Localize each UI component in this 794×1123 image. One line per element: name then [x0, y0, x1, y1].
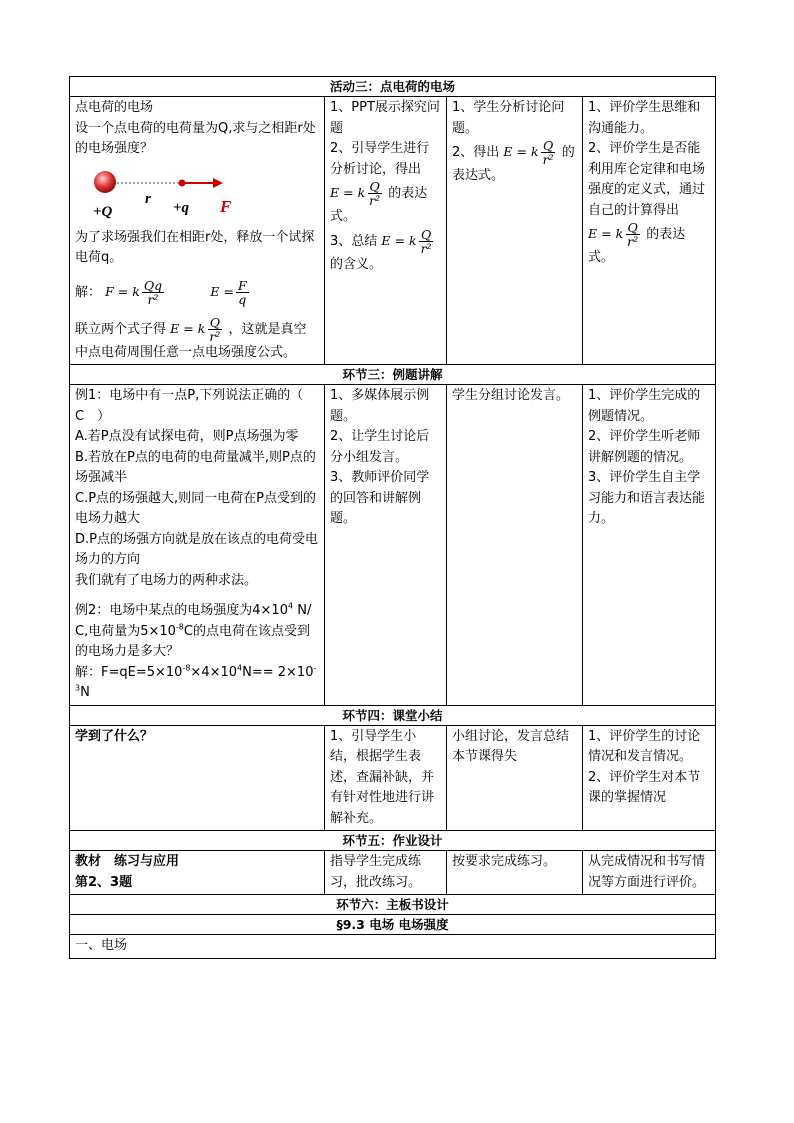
section4-header: 环节四：课堂小结	[70, 705, 716, 725]
section3-teacher-cell: 1、多媒体展示例题。 2、让学生讨论后分小组发言。 3、教师评价同学的回答和讲解例题。	[325, 385, 447, 706]
activity3-header: 活动三：点电荷的电场	[70, 77, 716, 97]
section6-header-row	[70, 895, 716, 915]
activity3-teacher-cell: 1、PPT展示探究问题 2、引导学生进行分析讨论，得出 E = k $\frac{Q}{\text{r²}}$ 的表达式。 3、总结 E = k $\frac{Q}{\text{r²}}$ 的含义。	[325, 97, 447, 365]
activity3-student-cell: 1、学生分析讨论问题。 2、得出 E = k $\frac{Q}{\text{r²}}$ 的表达式。	[447, 97, 583, 365]
section5-content-cell: 教材 练习与应用 第2、3题	[70, 851, 325, 895]
teacher-formula-2: E = k $\frac{Q}{\text{r²}}$	[381, 226, 432, 256]
activity3-solve-line: 解： F = k $\frac{Qq}{\text{r²}}$ E = $\frac{F}{q}$	[75, 279, 319, 306]
lesson-plan-table	[69, 76, 716, 959]
label-force: F	[220, 196, 232, 216]
section5-teacher-cell: 指导学生完成练习，批改练习。	[325, 851, 447, 895]
source-charge-icon	[94, 171, 116, 193]
point-field-formula: E = k $\frac{Q}{\text{r²}}$	[170, 314, 221, 344]
section4-student-cell: 小组讨论，发言总结本节课得失	[447, 725, 583, 831]
activity3-content-cell	[70, 97, 325, 365]
section4-row	[70, 725, 716, 831]
board-line1: 一、电场	[70, 935, 716, 959]
label-source-charge: +Q	[93, 203, 113, 220]
section3-header: 环节三：例题讲解	[70, 365, 716, 385]
board-title: §9.3 电场 电场强度	[70, 915, 716, 935]
example2: 例2：电场中某点的电场强度为$4\times 10^4$ N/C,电荷量为$5\times 10^{-8}C$的点电荷在该点受到的电场力是多大？	[75, 601, 312, 659]
section3-row	[70, 385, 716, 706]
section3-content-cell: 例1：电场中有一点P,下列说法正确的（ C ） A.若P点没有试探电荷，则P点场强为零 B.若放在P点的电荷的电荷量减半,则P点的场强减半 C.P点的场强越大,则同一电荷在P点受到的电场力越大 D.P点的场强方向就是放在该点的电荷受电场力的方向 我们就有了电场力的两种求法。 例2：电场中某点的电场强度为$4\times 10^4$ N/C,电荷量为$5\times 10^{-8}C$的点电荷在该点受到的电场力是多大？ 解：$F=qE=5\times 10^{-8}\times 4\times 10^4N== 2\times 10^{-3}N$	[70, 385, 325, 706]
coulomb-formula: F = k $\frac{Qq}{\text{r²}}$	[105, 277, 163, 307]
section4-header-row	[70, 705, 716, 725]
test-charge-icon	[179, 179, 186, 186]
activity3-intent-cell: 1、评价学生思维和沟通能力。 2、评价学生是否能利用库仑定律和电场强度的定义式，通过自己的计算得出 E = k $\frac{Q}{\text{r²}}$ 的表达式。	[583, 97, 716, 365]
section5-header-row	[70, 831, 716, 851]
activity3-row	[70, 97, 716, 365]
section3-intent-cell: 1、评价学生完成的例题情况。 2、评价学生听老师讲解例题的情况。 3、评价学生自主学习能力和语言表达能力。	[583, 385, 716, 706]
section6-header: 环节六：主板书设计	[70, 895, 716, 915]
label-distance: r	[145, 190, 151, 207]
section3-student-cell: 学生分组讨论发言。	[447, 385, 583, 706]
student-formula: E = k $\frac{Q}{\text{r²}}$	[503, 138, 554, 167]
label-test-charge: +q	[173, 199, 190, 216]
point-charge-diagram	[75, 166, 255, 224]
section4-teacher-cell: 1、引导学生小结，根据学生表述，查漏补缺，并有针对性地进行讲解补充。	[325, 725, 447, 831]
field-definition-formula: E = $\frac{F}{q}$	[210, 277, 247, 307]
section5-intent-cell: 从完成情况和书写情况等方面进行评价。	[583, 851, 716, 895]
intent-formula: E = k $\frac{Q}{\text{r²}}$	[588, 220, 639, 249]
activity3-question: 设一个点电荷的电荷量为Q,求与之相距r处的电场强度？	[75, 120, 316, 156]
section5-header: 环节五：作业设计	[70, 831, 716, 851]
board-title-row	[70, 915, 716, 935]
section4-content-cell: 学到了什么？	[70, 725, 325, 831]
activity3-title: 点电荷的电场	[75, 100, 154, 115]
force-arrow-icon	[213, 178, 223, 188]
board-line-row	[70, 935, 716, 959]
section3-header-row	[70, 365, 716, 385]
activity3-header-row	[70, 77, 716, 97]
section4-intent-cell: 1、评价学生的讨论情况和发言情况。2、评价学生对本节课的掌握情况	[583, 725, 716, 831]
activity3-explain: 为了求场强我们在相距r处，释放一个试探电荷q。	[75, 229, 315, 265]
section5-row	[70, 851, 716, 895]
teacher-formula-1: E = k $\frac{Q}{\text{r²}}$	[330, 179, 381, 208]
example2-solution: 解：$F=qE=5\times 10^{-8}\times 4\times 10^4N== 2\times 10^{-3}N$	[75, 663, 317, 700]
section5-student-cell: 按要求完成练习。	[447, 851, 583, 895]
activity3-conclusion: 联立两个式子得 E = k $\frac{Q}{\text{r²}}$ ，这就是真空中点电荷周围任意一点电场强度公式。	[75, 314, 307, 360]
